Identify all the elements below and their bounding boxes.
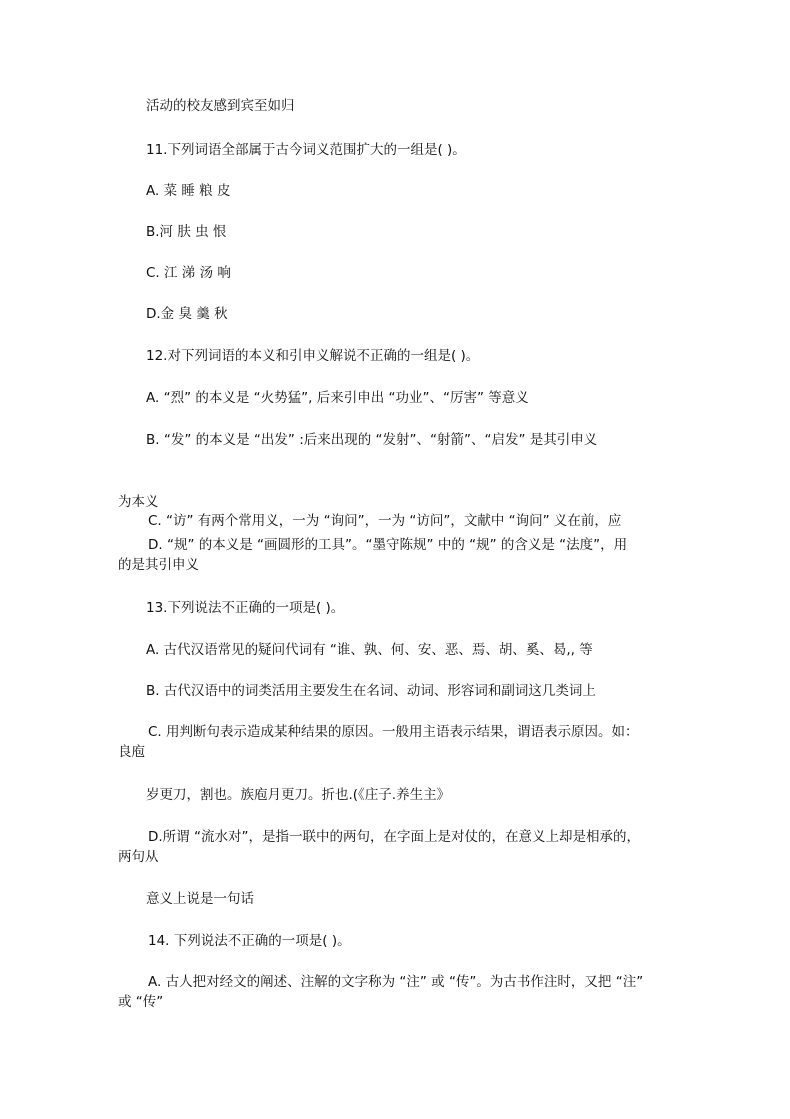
option-text-line1: D. “规” 的本义是 “画圆形的工具”。“墨守陈规” 中的 “规” 的含义是 “法度”，用 bbox=[148, 537, 628, 553]
option-d bbox=[146, 304, 686, 324]
question-stem: 13.下列说法不正确的一项是( )。 bbox=[146, 600, 345, 616]
question-11 bbox=[146, 140, 686, 160]
option-text: D.金 臭 羹 秋 bbox=[146, 306, 228, 322]
option-c-quote bbox=[146, 785, 686, 805]
option-d-cont2 bbox=[146, 889, 686, 909]
option-text-line2: 良庖 bbox=[118, 744, 145, 760]
question-12 bbox=[146, 346, 686, 366]
option-a bbox=[146, 640, 686, 660]
question-stem: 11.下列词语全部属于古今词义范围扩大的一组是( )。 bbox=[146, 142, 466, 158]
option-d-cont bbox=[118, 555, 658, 575]
option-a bbox=[146, 181, 686, 201]
line-text: 活动的校友感到宾至如归 bbox=[146, 98, 295, 114]
option-text: A. 菜 睡 粮 皮 bbox=[146, 183, 231, 199]
option-c bbox=[118, 722, 678, 742]
option-text: B. 古代汉语中的词类活用主要发生在名词、动词、形容词和副词这几类词上 bbox=[146, 683, 596, 699]
option-text-line2: 的是其引申义 bbox=[118, 557, 199, 573]
option-text-line1: C. “访” 有两个常用义，一为 “询问”，一为 “访问”，文献中 “询问” 义在前，应 bbox=[148, 513, 622, 529]
option-text: C. 江 涕 汤 响 bbox=[146, 265, 231, 281]
option-b bbox=[146, 222, 686, 242]
question-stem: 14. 下列说法不正确的一项是( )。 bbox=[148, 933, 351, 949]
option-text-line2: 两句从 bbox=[118, 849, 159, 865]
option-d bbox=[118, 827, 678, 847]
option-text: A. 古代汉语常见的疑问代词有 “谁、孰、何、安、恶、焉、胡、奚、曷,, 等 bbox=[146, 642, 593, 658]
option-c-cont bbox=[118, 742, 658, 762]
text-line bbox=[146, 96, 686, 116]
option-d-cont bbox=[118, 847, 658, 867]
option-text-line2: 为本义 bbox=[118, 494, 159, 510]
option-text-line2: 或 “传” bbox=[118, 994, 164, 1010]
question-13 bbox=[146, 598, 686, 618]
option-text: A. “烈” 的本义是 “火势猛”, 后来引申出 “功业”、“厉害” 等意义 bbox=[146, 390, 529, 406]
question-stem: 12.对下列词语的本义和引申义解说不正确的一组是( )。 bbox=[146, 348, 480, 364]
option-text-line3: 意义上说是一句话 bbox=[146, 891, 254, 907]
option-a bbox=[118, 972, 678, 992]
option-text-line1: C. 用判断句表示造成某种结果的原因。一般用主语表示结果，谓语表示原因。如： bbox=[148, 724, 639, 740]
question-14 bbox=[118, 931, 678, 951]
option-b bbox=[146, 681, 686, 701]
option-d bbox=[118, 535, 678, 555]
option-c bbox=[146, 263, 686, 283]
option-text-line1: D.所谓 “流水对”，是指一联中的两句，在字面上是对仗的，在意义上却是相承的， bbox=[148, 829, 640, 845]
option-b bbox=[146, 430, 686, 450]
quote-text: 岁更刀，割也。族庖月更刀。折也.(《庄子.养生主》 bbox=[146, 787, 451, 803]
option-text: B.河 肤 虫 恨 bbox=[146, 224, 227, 240]
option-a bbox=[146, 388, 686, 408]
option-c-cont bbox=[118, 492, 658, 512]
option-a-cont bbox=[118, 992, 658, 1012]
option-text: B. “发” 的本义是 “出发” :后来出现的 “发射”、“射箭”、“启发” 是其引申义 bbox=[146, 432, 598, 448]
option-text-line1: A. 古人把对经文的阐述、注解的文字称为 “注” 或 “传”。为古书作注时，又把 “注” bbox=[148, 974, 644, 990]
